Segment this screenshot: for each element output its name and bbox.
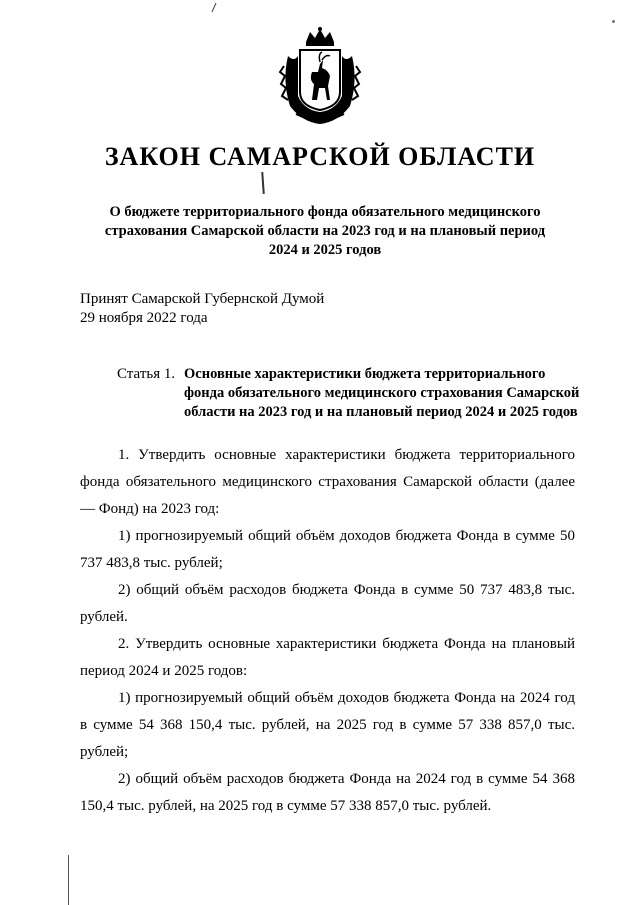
law-subtitle: О бюджете территориального фонда обязательного медицинского страхования Самарской области на 2023 год и на плановый период 2024 и 2025 годов — [104, 204, 546, 258]
article-body — [80, 442, 575, 820]
scan-mark — [261, 172, 265, 194]
paragraph: 2. Утвердить основные характеристики бюджета Фонда на плановый период 2024 и 2025 годов: — [80, 636, 575, 679]
adoption-info — [80, 290, 480, 328]
article-title: Основные характеристики бюджета территориального фонда обязательного медицинского страхования Самарской области на 2023 год и на плановый период 2024 и 2025 годов — [184, 366, 580, 420]
paragraph: 1. Утвердить основные характеристики бюджета территориального фонда обязательного медицинского страхования Самарской области (далее — Фонд) на 2023 год: — [80, 447, 575, 517]
scan-edge-mark — [68, 855, 69, 905]
law-title: ЗАКОН САМАРСКОЙ ОБЛАСТИ — [104, 142, 536, 171]
paragraph: 2) общий объём расходов бюджета Фонда на 2024 год в сумме 54 368 150,4 тыс. рублей, на 2025 год в сумме 57 338 857,0 тыс. рублей. — [80, 771, 575, 814]
samara-coat-of-arms-icon — [276, 26, 364, 126]
article-label: Статья 1. — [117, 366, 176, 382]
paragraph: 1) прогнозируемый общий объём доходов бюджета Фонда в сумме 50 737 483,8 тыс. рублей; — [80, 528, 575, 571]
adopted-by: Принят Самарской Губернской Думой — [80, 291, 325, 307]
scan-speck — [612, 20, 615, 23]
paragraph: 1) прогнозируемый общий объём доходов бюджета Фонда на 2024 год в сумме 54 368 150,4 тыс. рублей, на 2025 год в сумме 57 338 857,0 тыс. рублей; — [80, 690, 575, 760]
paragraph: 2) общий объём расходов бюджета Фонда в сумме 50 737 483,8 тыс. рублей. — [80, 582, 575, 625]
scan-mark — [210, 0, 218, 10]
adopted-date: 29 ноября 2022 года — [80, 310, 208, 326]
